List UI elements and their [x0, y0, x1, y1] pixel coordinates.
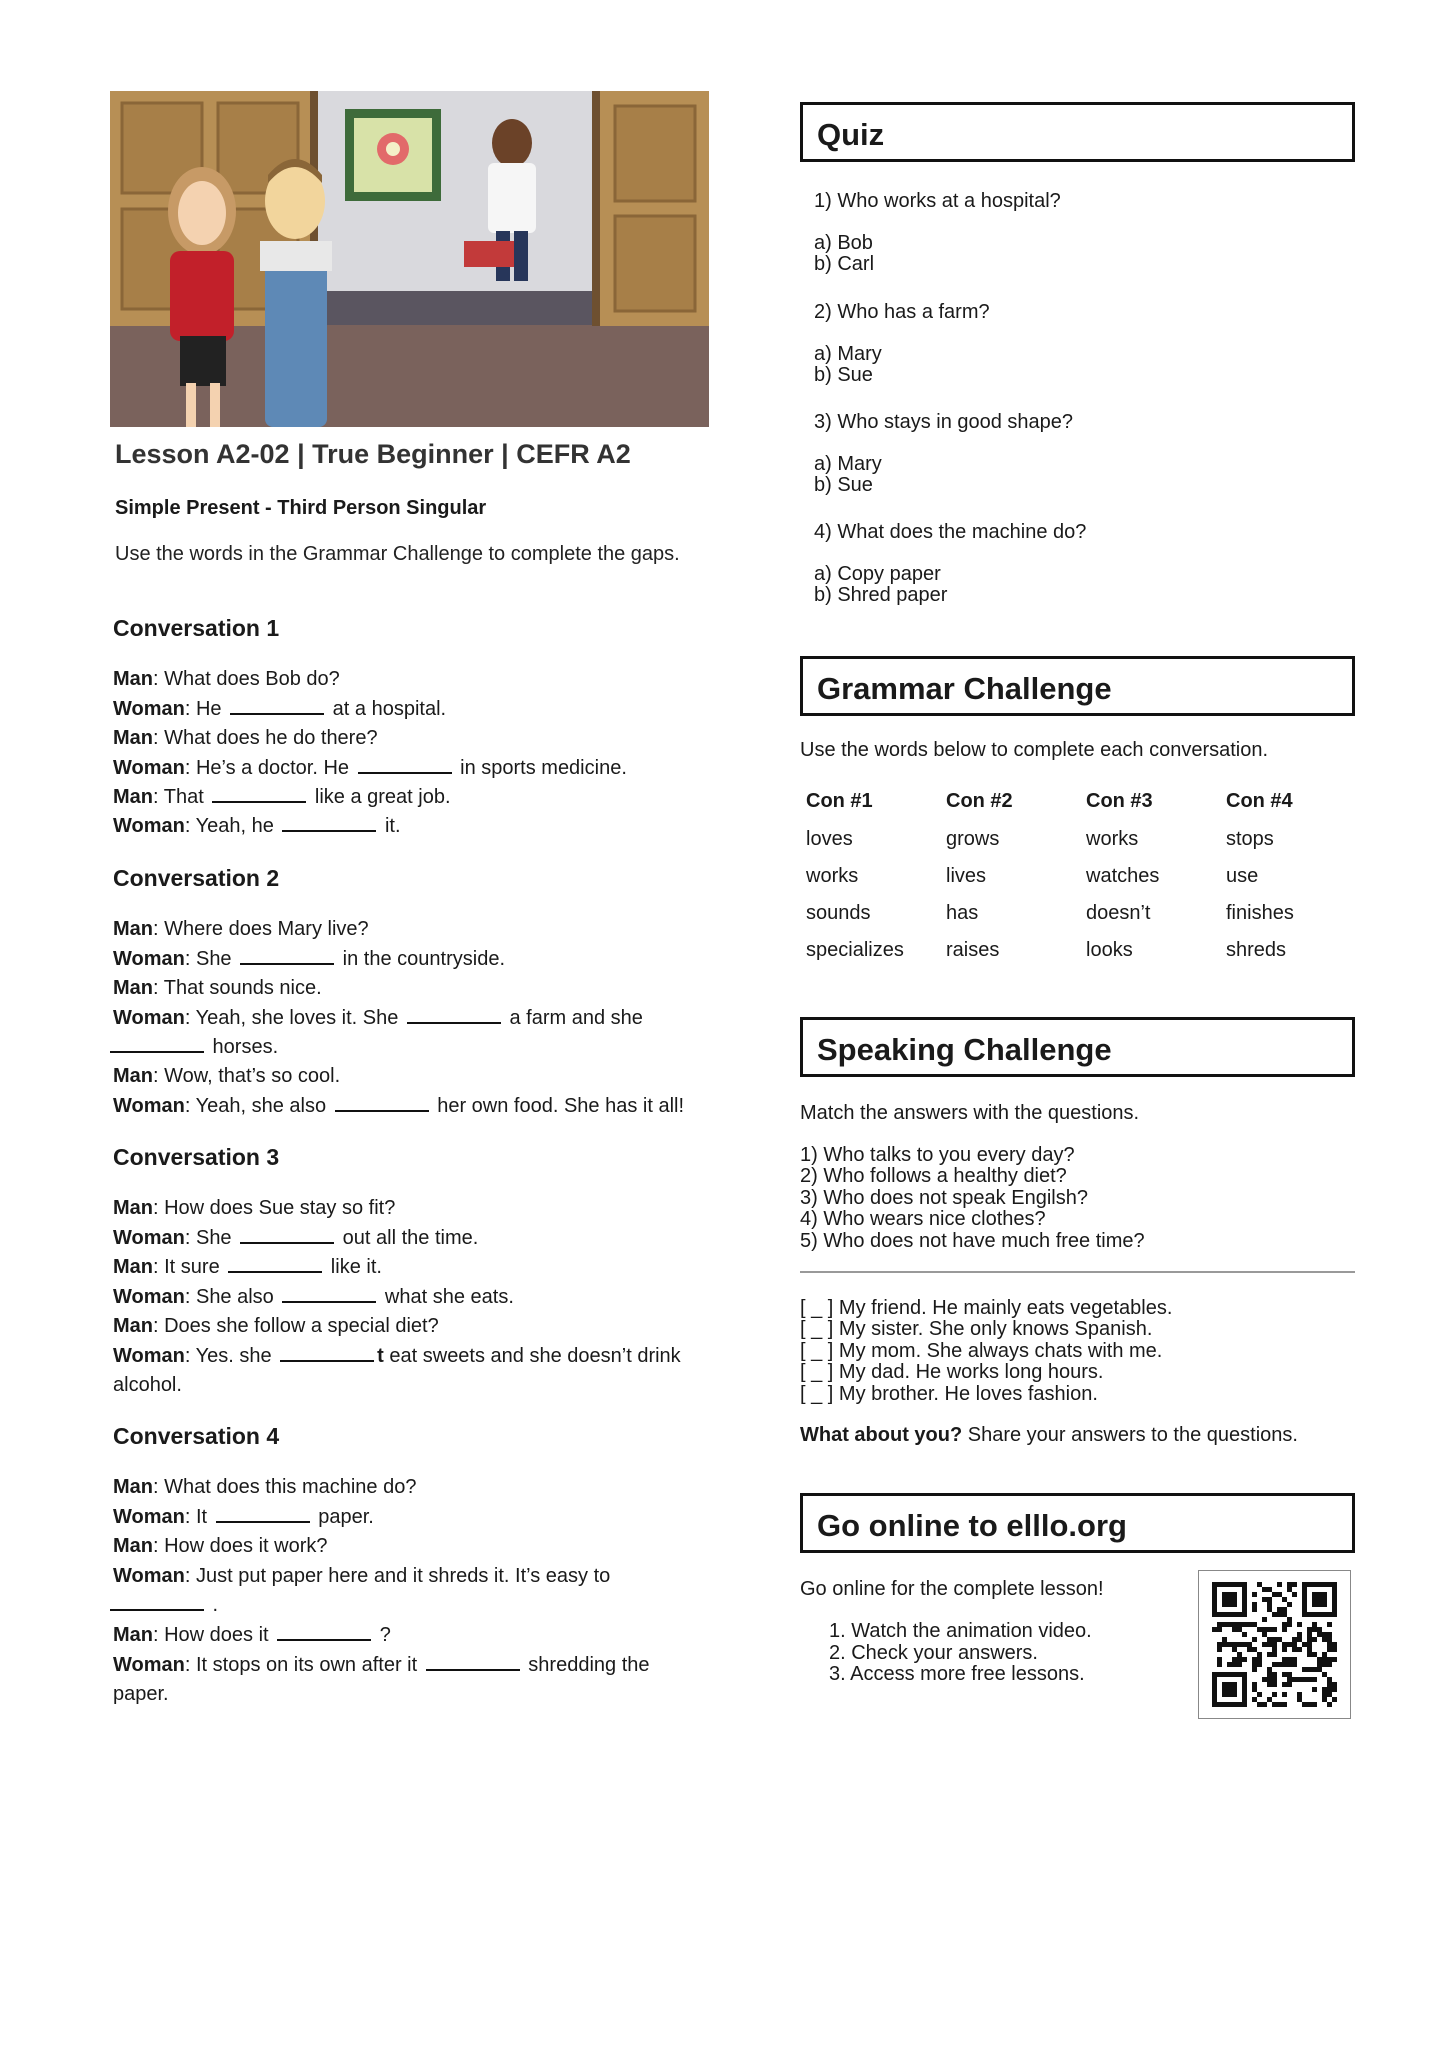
quiz-option[interactable]: a) Copy paper — [814, 563, 941, 585]
conv2-line-3: Man: That sounds nice. — [113, 977, 322, 999]
grammar-title-box — [800, 656, 1355, 716]
gap-blank[interactable] — [282, 814, 376, 832]
conv1-line-4: Woman: He’s a doctor. He in sports medicine. — [113, 757, 627, 779]
quiz-option[interactable]: b) Sue — [814, 364, 873, 386]
word-cell: shreds — [1226, 939, 1287, 961]
online-title-box — [800, 1493, 1355, 1553]
conv4-line-3: Man: How does it work? — [113, 1535, 328, 1557]
quiz-title: Quiz — [817, 117, 885, 152]
conv4-line-5: . — [110, 1590, 218, 1620]
gap-blank[interactable] — [228, 1255, 322, 1273]
conv2-line-5: horses. — [110, 1032, 278, 1062]
word-cell: grows — [946, 828, 1000, 850]
speaking-instruction: Match the answers with the questions. — [800, 1102, 1140, 1124]
gap-blank[interactable] — [358, 756, 452, 774]
speaking-answer[interactable]: [ _ ] My brother. He loves fashion. — [800, 1383, 1098, 1405]
word-cell: raises — [946, 939, 1000, 961]
grammar-instruction: Use the words below to complete each conversation. — [800, 739, 1269, 761]
gap-blank[interactable] — [216, 1505, 310, 1523]
conv1-line-5: Man: That like a great job. — [113, 786, 451, 808]
conv4-line-6: Man: How does it ? — [113, 1624, 391, 1646]
gap-blank[interactable] — [230, 697, 324, 715]
conv3-line-4: Woman: She also what she eats. — [113, 1286, 514, 1308]
conv2-line-2: Woman: She in the countryside. — [113, 948, 505, 970]
speaking-question: 4) Who wears nice clothes? — [800, 1208, 1046, 1230]
lesson-title: Lesson A2-02 | True Beginner | CEFR A2 — [115, 439, 631, 469]
speaking-answer[interactable]: [ _ ] My mom. She always chats with me. — [800, 1340, 1163, 1362]
word-cell: watches — [1086, 865, 1160, 887]
quiz-question-4: 4) What does the machine do? — [814, 521, 1087, 543]
online-step: 3. Access more free lessons. — [829, 1663, 1085, 1685]
conv1-line-3: Man: What does he do there? — [113, 727, 378, 749]
qr-code-icon[interactable] — [1198, 1570, 1351, 1719]
conv3-line-2: Woman: She out all the time. — [113, 1227, 479, 1249]
online-title[interactable]: Go online to elllo.org — [817, 1508, 1127, 1543]
gap-blank[interactable] — [277, 1623, 371, 1641]
word-cell: lives — [946, 865, 987, 887]
gap-blank[interactable] — [335, 1094, 429, 1112]
word-cell: stops — [1226, 828, 1274, 850]
conv4-line-7: Woman: It stops on its own after it shredding the — [113, 1654, 650, 1676]
speaking-divider — [800, 1271, 1355, 1273]
column-header: Con #4 — [1226, 790, 1293, 812]
conv1-line-2: Woman: He at a hospital. — [113, 698, 447, 720]
quiz-question-3: 3) Who stays in good shape? — [814, 411, 1074, 433]
word-cell: use — [1226, 865, 1259, 887]
gap-blank[interactable] — [240, 947, 334, 965]
quiz-option[interactable]: a) Bob — [814, 232, 873, 254]
gap-blank[interactable] — [282, 1285, 376, 1303]
conv4-line-8: paper. — [113, 1683, 169, 1705]
conv4-line-4: Woman: Just put paper here and it shreds it. It’s easy to — [113, 1565, 611, 1587]
quiz-question-1: 1) Who works at a hospital? — [814, 190, 1061, 212]
conv2-line-6: Man: Wow, that’s so cool. — [113, 1065, 341, 1087]
quiz-option[interactable]: b) Sue — [814, 474, 873, 496]
gap-blank[interactable] — [110, 1035, 204, 1053]
conv3-line-1: Man: How does Sue stay so fit? — [113, 1197, 396, 1219]
column-header: Con #2 — [946, 790, 1013, 812]
what-about-you: What about you? Share your answers to the questions. — [800, 1424, 1298, 1446]
word-cell: finishes — [1226, 902, 1294, 924]
speaking-title: Speaking Challenge — [817, 1032, 1112, 1067]
lesson-illustration — [110, 91, 709, 427]
conv4-line-1: Man: What does this machine do? — [113, 1476, 417, 1498]
word-cell: has — [946, 902, 979, 924]
online-step: 2. Check your answers. — [829, 1642, 1038, 1664]
lesson-instruction: Use the words in the Grammar Challenge to complete the gaps. — [115, 543, 680, 565]
online-intro: Go online for the complete lesson! — [800, 1578, 1104, 1600]
speaking-answer[interactable]: [ _ ] My dad. He works long hours. — [800, 1361, 1104, 1383]
gap-blank[interactable] — [280, 1344, 374, 1362]
speaking-answer[interactable]: [ _ ] My friend. He mainly eats vegetables. — [800, 1297, 1173, 1319]
qr-code-graphic — [1199, 1571, 1350, 1718]
conv2-line-1: Man: Where does Mary live? — [113, 918, 369, 940]
conv2-line-7: Woman: Yeah, she also her own food. She has it all! — [113, 1095, 685, 1117]
column-header: Con #1 — [806, 790, 873, 812]
conversation-2-title: Conversation 2 — [113, 865, 280, 891]
quiz-option[interactable]: a) Mary — [814, 343, 882, 365]
speaking-question: 5) Who does not have much free time? — [800, 1230, 1145, 1252]
grammar-title: Grammar Challenge — [817, 671, 1112, 706]
conv3-line-5: Man: Does she follow a special diet? — [113, 1315, 439, 1337]
conversation-1-title: Conversation 1 — [113, 615, 280, 641]
lesson-subtitle: Simple Present - Third Person Singular — [115, 497, 487, 519]
gap-blank[interactable] — [110, 1593, 204, 1611]
column-header: Con #3 — [1086, 790, 1153, 812]
quiz-option[interactable]: a) Mary — [814, 453, 882, 475]
conv1-line-6: Woman: Yeah, he it. — [113, 815, 401, 837]
quiz-title-box — [800, 102, 1355, 162]
conversation-4-title: Conversation 4 — [113, 1423, 280, 1449]
conv2-line-4: Woman: Yeah, she loves it. She a farm and she — [113, 1007, 643, 1029]
conv3-line-7: alcohol. — [113, 1374, 182, 1396]
conv3-line-6: Woman: Yes. she t eat sweets and she doesn’t drink — [113, 1345, 681, 1367]
quiz-option[interactable]: b) Shred paper — [814, 584, 948, 606]
conv1-line-1: Man: What does Bob do? — [113, 668, 340, 690]
word-cell: looks — [1086, 939, 1133, 961]
quiz-question-2: 2) Who has a farm? — [814, 301, 990, 323]
word-cell: doesn’t — [1086, 902, 1151, 924]
word-cell: specializes — [806, 939, 904, 961]
speaking-question: 2) Who follows a healthy diet? — [800, 1165, 1067, 1187]
quiz-option[interactable]: b) Carl — [814, 253, 875, 275]
gap-blank[interactable] — [240, 1226, 334, 1244]
word-cell: loves — [806, 828, 853, 850]
conversation-3-title: Conversation 3 — [113, 1144, 280, 1170]
gap-blank[interactable] — [407, 1006, 501, 1024]
speaking-title-box — [800, 1017, 1355, 1077]
gap-blank[interactable] — [426, 1653, 520, 1671]
word-cell: sounds — [806, 902, 871, 924]
speaking-question: 1) Who talks to you every day? — [800, 1144, 1075, 1166]
online-step: 1. Watch the animation video. — [829, 1620, 1092, 1642]
conv4-line-2: Woman: It paper. — [113, 1506, 374, 1528]
word-cell: works — [1086, 828, 1139, 850]
gap-blank[interactable] — [212, 785, 306, 803]
word-cell: works — [806, 865, 859, 887]
speaking-question: 3) Who does not speak Engilsh? — [800, 1187, 1088, 1209]
conv3-line-3: Man: It sure like it. — [113, 1256, 382, 1278]
cartoon-scene — [110, 91, 709, 427]
speaking-answer[interactable]: [ _ ] My sister. She only knows Spanish. — [800, 1318, 1153, 1340]
